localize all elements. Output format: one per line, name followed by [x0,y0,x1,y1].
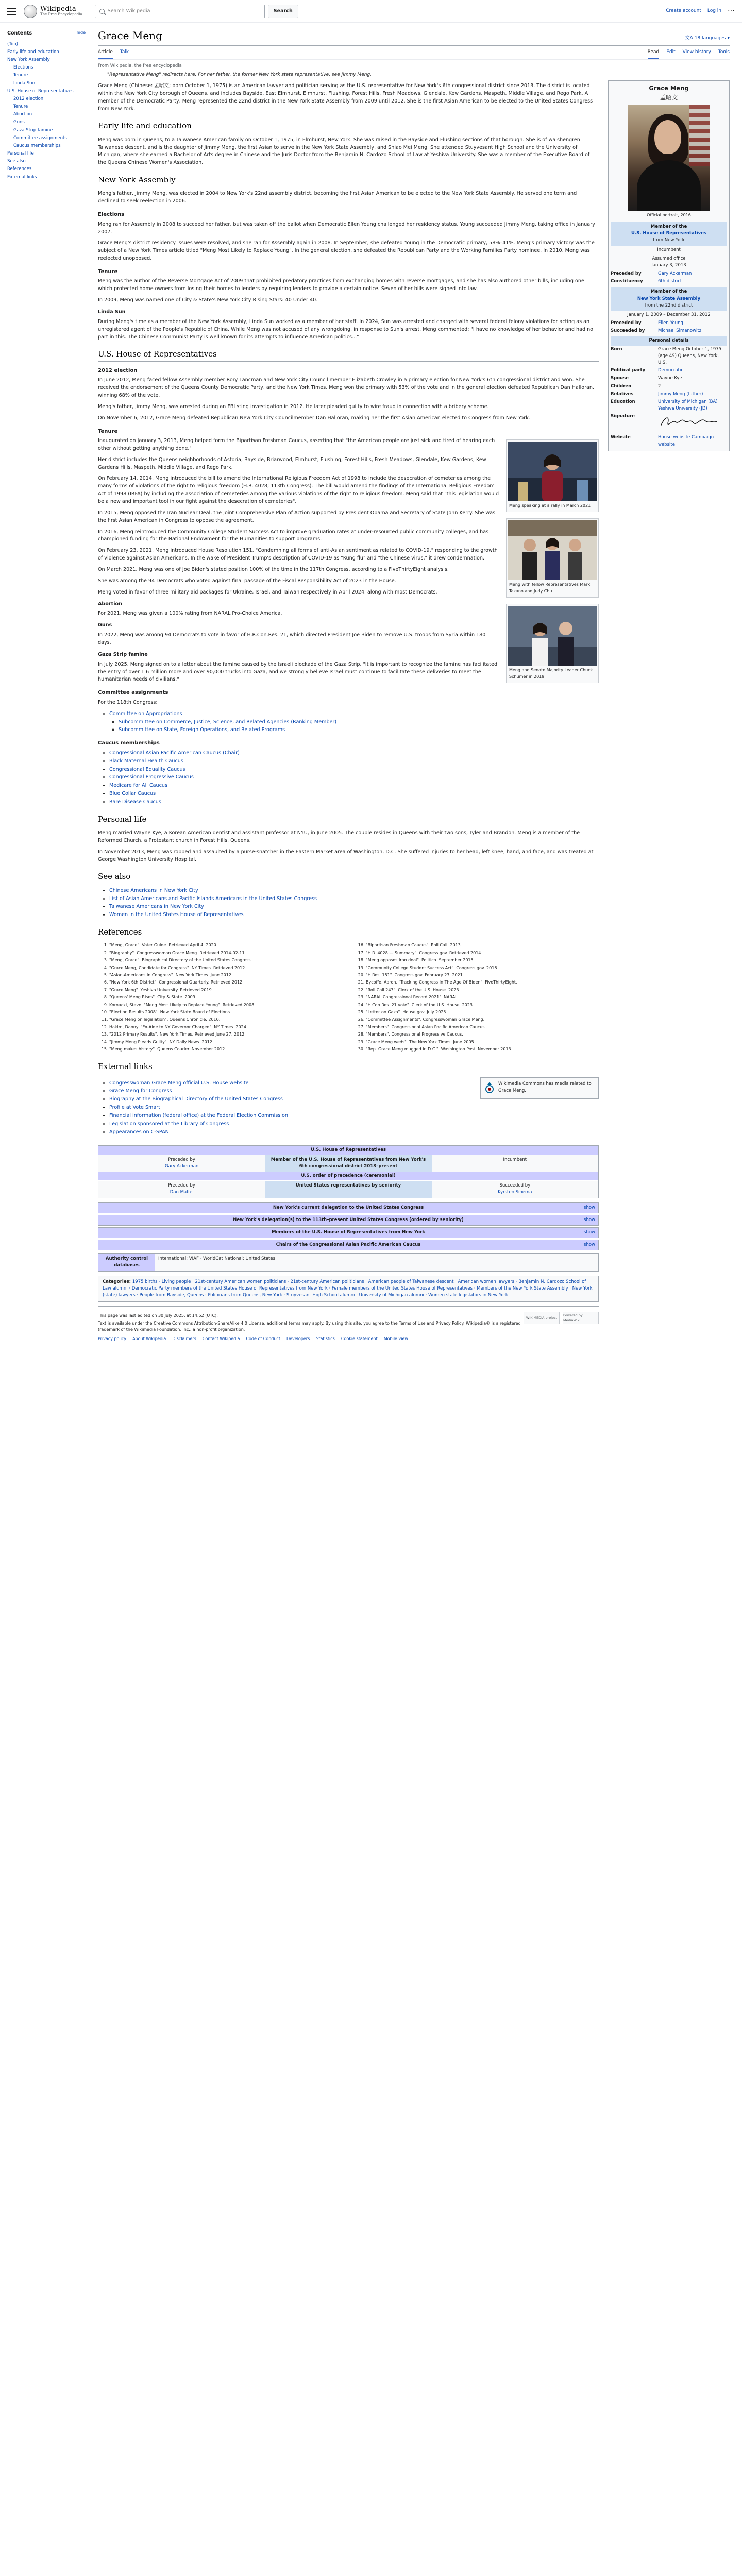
incumbent-label: Incumbent [657,247,681,252]
paragraph: In 2016, Meng reintroduced the Community College Student Success Act to improve graduation rates at under-resourced public community colleges, and has championed funding for the National Endowment for the Humanities to support programs. [98,529,489,543]
paragraph: On February 14, 2014, Meng introduced the bill to amend the International Religious Freedom Act of 1998 to include the desecration of cemeteries among the many forms of violations of the right to religious freedom (H.R. 4028; 113th Congress). The bill would amend the findings of the International Religious Freedom Act of 1998 (IRFA) by including the association of cemeteries among the various violations of the right to religious freedom. Meng said that "this legislation would be a new and important tool in our fight against the desecration of cemeteries". [98,476,499,505]
site-tagline: From Wikipedia, the free encyclopedia [98,63,182,69]
subsection-heading-caucus: Caucus memberships [98,740,160,747]
collapsed-navbox [98,1240,599,1250]
logo-wordmark: Wikipedia [40,5,77,13]
external-link[interactable]: Biography at the Biographical Directory of the United States Congress [109,1096,283,1103]
infobox-title: Grace Meng 孟昭文 [649,84,689,101]
caucus-list [98,750,599,806]
commons-text: Wikimedia Commons has media related to Grace Meng. [498,1081,592,1093]
commons-icon [484,1081,495,1095]
license-text: Text is available under the Creative Commons Attribution-ShareAlike 4.0 License; additional terms may apply. By using this site, you agree to the Terms of Use and Privacy Policy. Wikipedia® is a registered trademark of the Wikimedia Foundation, Inc., a non-profit organization. [98,1320,521,1332]
references-list [98,942,599,1054]
paragraph: Her district includes the Queens neighborhoods of Astoria, Bayside, Briarwood, Elmhurst, Flushing, Forest Hills, Fresh Meadows, Glendale, Kew Gardens, Kew Gardens Hills, Maspeth, Middle Village, and Rego Park. [98,456,486,470]
precedence-preceded: Preceded by Dan Maffei [98,1181,265,1197]
paragraph: Meng's father, Jimmy Meng, was elected in 2004 to New York's 22nd assembly district, becoming the first Asian American to be elected to the New York State Assembly. He served one term and declined to seek reelection in 2006. [98,191,577,205]
committee-link[interactable]: Subcommittee on State, Foreign Operations, and Related Programs [119,727,285,733]
schumer-photo [508,606,597,666]
subsection-heading-elections: Elections [98,212,125,218]
toc-item[interactable] [7,158,86,165]
site-header [0,0,742,23]
reference-item[interactable]: 28. "Members". Congressional Progressive Caucus. [366,1031,599,1038]
authority-label: Authority control databases [98,1254,155,1270]
list-item [109,782,599,790]
infobox-row: Children 2 [611,383,661,389]
navbox-show-button[interactable]: show [584,1229,595,1235]
toc-link[interactable]: Gaza Strip famine [13,127,53,133]
reference-item[interactable]: 8. "Queens' Meng Rises". City & State. 2009. [109,994,342,1001]
succession-next: Incumbent [432,1155,598,1172]
paragraph: On November 6, 2012, Grace Meng defeated Republican New York City Councilmember Dan Halloran, making her the first Asian American elected to Congress from New York. [98,415,530,421]
toc-item[interactable] [7,142,86,150]
infobox-row: Political party Democratic [611,367,727,375]
toc-item[interactable] [7,48,86,56]
last-edited: This page was last edited on 30 July 2025, at 14:52 (UTC). [98,1313,218,1318]
mediawiki-logo[interactable]: Powered by MediaWiki [563,1312,599,1324]
list-item [109,911,599,919]
list-item [109,1121,288,1128]
infobox-row: Preceded by Gary Ackerman [611,270,727,278]
category-items[interactable]: 1975 births · Living people · 21st-century American women politicians · 21st-century American politicians · American people of Taiwanese descent · American women lawyers · Benjamin N. Cardozo School of Law alumni · Democratic Party members of the United States House of Representatives from New York · Female members of the United States House of Representatives · Members of the New York State Assembly · New York (state) lawyers · People from Bayside, Queens · Politicians from Queens, New York · Stuyvesant High School alumni · University of Michigan alumni · Women state legislators in New York [103,1279,593,1298]
wikipedia-logo[interactable] [24,5,82,18]
paragraph: For the 118th Congress: [98,699,158,705]
caucus-link[interactable]: Congressional Asian Pacific American Caucus (Chair) [109,750,240,756]
reference-item[interactable]: 11. "Grace Meng on legislation". Queens Chronicle. 2010. [109,1016,342,1023]
authority-values: International: VIAF · WorldCat National: United States [155,1254,598,1270]
rally-photo [508,442,597,501]
reference-item[interactable]: 21. Bycoffe, Aaron. "Tracking Congress In The Age Of Biden". FiveThirtyEight. [366,979,599,986]
toc-item[interactable] [7,111,86,118]
footer-links [98,1336,599,1342]
reference-item[interactable]: 9. Kornacki, Steve. "Meng Most Likely to Replace Young". Retrieved 2008. [109,1002,342,1008]
tab-talk[interactable]: Talk [120,49,129,55]
paragraph: In November 2013, Meng was robbed and assaulted by a purse-snatcher in the Eastern Market area of Washington, D.C. She suffered injuries to her head, left knee, hand, and face, and was treated at George Washington University Hospital. [98,849,594,862]
paragraph: Meng married Wayne Kye, a Korean American dentist and assistant professor at NYU, in June 2005. The couple resides in Queens with their two sons, Tyler and Brandon. Meng is a member of the Reformed Church, a Protestant church in Forest Hills, Queens. [98,830,580,843]
reference-item[interactable]: 5. "Asian-Americans in Congress". New York Times. June 2012. [109,972,342,978]
globe-icon [24,5,37,18]
toc-list [7,41,86,181]
colleagues-photo [508,520,597,580]
reference-item[interactable]: 3. "Meng, Grace". Biographical Directory of the United States Congress. [109,957,342,963]
infobox-row: Spouse Wayne Kye [611,376,682,381]
collapsed-navbox [98,1227,599,1238]
list-item [109,790,599,798]
toc-item[interactable] [7,134,86,142]
more-options-icon[interactable]: ⋯ [728,6,735,15]
reference-item[interactable]: 14. "Jimmy Meng Pleads Guilty". NY Daily News. 2012. [109,1039,342,1045]
party-link[interactable]: Democratic [658,368,683,374]
search-button[interactable]: Search [268,5,298,18]
figure-rally[interactable] [506,439,599,512]
tab-read[interactable]: Read [648,47,660,59]
toc-hide-button[interactable]: hide [76,30,86,35]
caucus-link[interactable]: Congressional Progressive Caucus [109,774,194,781]
office-header-assembly: Member of the New York State Assembly from the 22nd district [611,287,727,311]
toc-item[interactable] [7,150,86,158]
toc-item[interactable] [7,88,86,95]
list-item [109,1096,288,1104]
personal-details-header: Personal details [611,336,727,345]
list-item [109,1088,288,1095]
toc-item[interactable] [7,64,86,72]
preceded-by-link[interactable]: Dan Maffei [170,1190,194,1195]
reference-item[interactable]: 7. "Grace Meng". Yeshiva University. Retrieved 2019. [109,987,342,993]
subsection-heading-guns: Guns [98,622,112,629]
reference-item[interactable]: 19. "Community College Student Success Act". Congress.gov. 2016. [366,965,599,971]
reference-item[interactable]: 13. "2012 Primary Results". New York Times. Retrieved June 27, 2012. [109,1031,342,1038]
list-item [109,758,599,766]
languages-button[interactable]: 文A 18 languages ▾ [685,36,730,41]
toc-link[interactable]: Caucus memberships [13,143,61,148]
tab-article[interactable]: Article [98,47,113,59]
toc-link[interactable]: Personal life [7,151,34,157]
search-icon [99,9,105,14]
toc-item[interactable] [7,41,86,48]
reference-item[interactable]: 17. "H.R. 4028 — Summary". Congress.gov. Retrieved 2014. [366,950,599,956]
succession-title: U.S. House of Representatives [98,1146,598,1155]
toc-link[interactable]: Early life and education [7,49,59,55]
office-dates: January 1, 2009 – December 31, 2012 [627,312,711,317]
footer-link[interactable]: Contact Wikipedia [202,1336,240,1342]
paragraph: Meng ran for Assembly in 2008 to succeed her father, but was taken off the ballot when Democratic Ellen Young challenged her residency status. Young succeeded Jimmy Meng, taking office in January 2007. [98,221,595,235]
toc-link[interactable]: Tenure [13,73,28,78]
reference-item[interactable]: 4. "Grace Meng, Candidate for Congress". NY Times. Retrieved 2012. [109,965,342,971]
constituency-link[interactable]: 6th district [658,279,682,284]
subsection-heading-tenure: Tenure [98,268,118,275]
footer-link[interactable]: About Wikipedia [132,1336,166,1342]
subsection-heading-abortion: Abortion [98,601,122,607]
footer-link[interactable]: Developers [286,1336,310,1342]
infobox-row: Succeeded by Michael Simanowitz [611,327,727,335]
section-heading-external-links: External links [98,1061,599,1074]
preceded-by-link[interactable]: Ellen Young [658,320,683,326]
list-item [109,750,599,757]
lead-paragraph: Grace Meng (Chinese: 孟昭文; born October 1, 1975) is an American lawyer and politician serving as the U.S. representative for New York's 6th congressional district since 2013. The district is located within the New York City borough of Queens, and includes Bayside, East Elmhurst, Elmhurst, Flushing, Forest Hills, Fresh Meadows, Glendale, Kew Gardens, Maspeth, Middle Village, and Rego Park. A member of the Democratic Party, Meng represented the 22nd district in the New York State Assembly from 2009 until 2012. She is the first Asian American to be elected to the United States Congress from New York. [98,83,593,112]
toc-link[interactable]: 2012 election [13,96,44,101]
log-in-link[interactable]: Log in [707,8,721,13]
section-heading-see-also: See also [98,871,599,884]
external-link[interactable]: Congresswoman Grace Meng official U.S. House website [109,1080,249,1086]
toc-item[interactable] [7,127,86,134]
toc-link[interactable]: Guns [13,120,25,125]
paragraph: During Meng's time as a member of the New York Assembly, Linda Sun worked as a member of her staff. In 2024, Sun was arrested and charged with several federal felony violations for acting as an unregistered agent of the People's Republic of China. While Meng was not accused of any wrongdoing, in response to Sun's arrest, Meng commented: "I have no knowledge of her behavior and had no part in this. The Chinese Communist Party is well known for its attempts to influence American politics..." [98,318,594,340]
navbox-show-button[interactable]: show [584,1205,595,1210]
table-of-contents [0,23,91,1353]
external-link[interactable]: Financial information (federal office) at the Federal Election Commission [109,1112,288,1118]
official-portrait[interactable] [628,105,710,211]
toc-link[interactable]: Elections [13,65,33,71]
reference-item[interactable]: 12. Hakim, Danny. "Ex-Aide to NY Governor Charged". NY Times. 2024. [109,1024,342,1030]
footer-link[interactable]: Privacy policy [98,1336,127,1342]
subsection-heading-linda-sun: Linda Sun [98,309,126,315]
navbox-title: Chairs of the Congressional Asian Pacific American Caucus [276,1242,421,1248]
toc-item[interactable] [7,118,86,126]
caucus-link[interactable]: Congressional Equality Caucus [109,766,185,772]
website-link[interactable]: House website Campaign website [658,435,714,447]
tab-tools[interactable]: Tools [718,49,730,55]
see-also-list [98,887,599,919]
reference-item[interactable]: 23. "NARAL Congressional Record 2021". NARAL. [366,994,599,1001]
navbox-title: New York's current delegation to the United States Congress [273,1205,424,1210]
toc-item[interactable] [7,174,86,181]
reference-item[interactable]: 1. "Meng, Grace". Voter Guide. Retrieved April 4, 2020. [109,942,342,948]
caucus-link[interactable]: Medicare for All Caucus [109,783,167,789]
external-links-list [98,1079,288,1137]
navbox-title: New York's delegation(s) to the 113th–present United States Congress (ordered by seniority) [233,1217,464,1223]
paragraph: On February 23, 2021, Meng introduced House Resolution 151, "Condemning all forms of anti-Asian sentiment as related to COVID-19," responding to the growth of violence against Asian Americans. In the wake of President Trump's description of COVID-19 as "Kung flu" and "the Chinese virus," it drew condemnation. [98,548,498,562]
infobox-row: Born Grace Meng October 1, 1975 (age 49) Queens, New York, U.S. [611,346,722,365]
subsection-heading-committees: Committee assignments [98,690,168,696]
reference-item[interactable]: 6. "New York 6th District". Congressional Quarterly. Retrieved 2012. [109,979,342,986]
figure-caption: Meng and Senate Majority Leader Chuck Schumer in 2019 [509,668,593,679]
toc-link[interactable]: U.S. House of Representatives [7,88,74,94]
paragraph: In 2009, Meng was named one of City & State's New York City Rising Stars: 40 Under 40. [98,297,318,303]
relatives-link[interactable]: Jimmy Meng (father) [658,391,703,397]
collapsed-navbox [98,1215,599,1226]
paragraph: In 2022, Meng was among 94 Democrats to vote in favor of H.R.Con.Res. 21, which directed President Joe Biden to remove U.S. troops from Syria within 180 days. [98,632,486,646]
reference-item[interactable]: 22. "Roll Call 243". Clerk of the U.S. House. 2023. [366,987,599,993]
succeeded-by-link[interactable]: Michael Simanowitz [658,328,702,334]
commons-box [480,1077,599,1099]
collapsed-navboxes [98,1202,599,1251]
committee-list [98,710,599,735]
education-link[interactable]: University of Michigan (BA) Yeshiva University (JD) [658,399,718,412]
caucus-link[interactable]: Black Maternal Health Caucus [109,758,183,764]
list-item [109,895,599,903]
paragraph: Meng was born in Queens, to a Taiwanese American family on October 1, 1975, in Elmhurst, New York. She was raised in the Bayside and Flushing sections of that borough. She is of waishengren Taiwanese descent, and is the daughter of Jimmy Meng, the first Asian to serve in the New York State Assembly, and Shiao Mei Meng. She attended Stuyvesant High School and the University of Michigan, where she earned a Bachelor of Arts degree in Chinese and the Juris Doctor from the Benjamin N. Cardozo School of Law at Yeshiva University. She was a member of the Executive Board of the Queens Chinese Women's Association. [98,137,590,166]
page-title: Grace Meng [98,29,162,42]
preceded-by-link[interactable]: Gary Ackerman [164,1163,199,1169]
reference-item[interactable]: 10. "Election Results 2008". New York State Board of Elections. [109,1009,342,1015]
reference-item[interactable]: 15. "Meng makes history". Queens Courier. November 2012. [109,1046,342,1053]
office-link[interactable]: New York State Assembly [637,296,701,301]
logo-tagline: The Free Encyclopedia [40,12,82,16]
reference-item[interactable]: 2. "Biography". Congresswoman Grace Meng. Retrieved 2014-02-11. [109,950,342,956]
toc-title: Contents [7,30,32,36]
precedence-office: United States representatives by seniority [265,1181,431,1197]
paragraph: She was among the 94 Democrats who voted against final passage of the Fiscal Responsibility Act of 2023 in the House. [98,578,396,584]
assumed-office: Assumed office January 3, 2013 [651,256,686,268]
list-item [109,1112,288,1120]
paragraph: In July 2025, Meng signed on to a letter about the famine caused by the Israeli blockade of the Gaza Strip. "It is important to recognize the famine has facilitated the entry of over 1.6 million more and over 90,000 trucks into Gaza, and we strongly believe Israel must continue to facilitate these deliveries to meet the humanitarian needs of civilians." [98,661,498,683]
reference-item[interactable]: 29. "Grace Meng weds". The New York Times. June 2005. [366,1039,599,1045]
office-link[interactable]: U.S. House of Representatives [631,231,707,236]
paragraph: On March 2021, Meng was one of Joe Biden's stated position 100% of the time in the 117th Congress, according to a FiveThirtyEight analysis. [98,567,449,573]
toc-item[interactable] [7,80,86,88]
list-item [109,1080,288,1088]
toc-item[interactable] [7,103,86,111]
precedence-title: U.S. order of precedence (ceremonial) [98,1172,598,1180]
succession-office: Member of the U.S. House of Representatives from New York's 6th congressional district 2013–present [265,1155,431,1172]
list-item [109,774,599,782]
main-content [91,23,742,1353]
reference-item[interactable]: 20. "H.Res. 151". Congress.gov. February 23, 2021. [366,972,599,978]
toc-link[interactable]: Abortion [13,112,32,117]
preceded-by-link[interactable]: Gary Ackerman [658,271,692,277]
navbox-show-button[interactable]: show [584,1242,595,1248]
signature-image [658,413,720,431]
infobox-row: Signature [611,413,727,434]
toc-item[interactable] [7,56,86,64]
reference-item[interactable]: 25. "Letter on Gaza". House.gov. July 2025. [366,1009,599,1015]
paragraph: Inaugurated on January 3, 2013, Meng helped form the Bipartisan Freshman Caucus, asserting that "the American people are just sick and tired of hearing each other without getting anything done." [98,438,495,451]
list-item [109,766,599,774]
search-input[interactable] [108,8,260,14]
toc-link[interactable]: Tenure [13,104,28,110]
figure-caption: Meng with fellow Representatives Mark Takano and Judy Chu [509,582,591,594]
toc-item[interactable] [7,72,86,79]
reference-item[interactable]: 30. "Rep. Grace Meng mugged in D.C.". Washington Post. November 2013. [366,1046,599,1053]
external-link[interactable]: Grace Meng for Congress [109,1088,172,1094]
paragraph: Grace Meng's district residency issues were resolved, and she ran for Assembly again in 2008. In September, she defeated Young in the Democratic primary, 58%–41%. Meng's primary victory was the subject of a New York Times article titled "Meng Most Likely to Replace Young". In the general election, she defeated the Republican Party and the Working Families Party nominee. In 2010, Meng was reelected unopposed. [98,240,595,262]
caucus-link[interactable]: Blue Collar Caucus [109,791,156,797]
navbox-title: Members of the U.S. House of Representatives from New York [272,1229,425,1235]
subsection-heading-house-tenure: Tenure [98,428,118,434]
precedence-succeeded: Succeeded by Kyrsten Sinema [432,1181,598,1197]
committee-link[interactable]: Subcommittee on Commerce, Justice, Science, and Related Agencies (Ranking Member) [119,719,337,725]
authority-control [98,1253,599,1271]
reference-item[interactable]: 16. "Bipartisan Freshman Caucus". Roll Call. 2013. [366,942,599,948]
infobox-row: Education University of Michigan (BA) Yeshiva University (JD) [611,398,727,413]
external-link[interactable]: Appearances on C-SPAN [109,1129,169,1135]
list-item [109,1129,288,1137]
reference-item[interactable]: 18. "Meng opposes Iran deal". Politico. September 2015. [366,957,599,963]
reference-item[interactable]: 27. "Members". Congressional Asian Pacific American Caucus. [366,1024,599,1030]
toc-item[interactable] [7,95,86,103]
toc-link[interactable]: See also [7,159,26,164]
external-link[interactable]: Legislation sponsored at the Library of Congress [109,1121,229,1127]
footer-link[interactable]: Cookie statement [341,1336,378,1342]
search-box [95,5,265,18]
succession-preceded: Preceded by Gary Ackerman [98,1155,265,1172]
section-heading-assembly: New York Assembly [98,174,599,187]
toc-link[interactable]: New York Assembly [7,57,50,63]
committee-link[interactable]: Committee on Appropriations [109,710,182,717]
section-heading-personal: Personal life [98,814,599,826]
navbox-show-button[interactable]: show [584,1217,595,1223]
reference-item[interactable]: 26. "Committee Assignments". Congresswoman Grace Meng. [366,1016,599,1023]
paragraph: Meng's father, Jimmy Meng, was arrested during an FBI sting investigation in 2012. He later pleaded guilty to wire fraud in connection with a bribery scheme. [98,403,489,410]
footer-link[interactable]: Statistics [316,1336,335,1342]
create-account-link[interactable]: Create account [666,8,701,13]
succession-box [98,1145,599,1198]
succeeded-by-link[interactable]: Kyrsten Sinema [498,1190,532,1195]
footer-link[interactable]: Code of Conduct [246,1336,280,1342]
hatnote: "Representative Meng" redirects here. For her father, the former New York state representative, see Jimmy Meng. [107,72,372,78]
list-item [109,1104,288,1112]
infobox-row: Constituency 6th district [611,278,727,285]
figure-colleagues[interactable] [506,518,599,598]
footer-link[interactable]: Mobile view [383,1336,408,1342]
collapsed-navbox [98,1202,599,1213]
list-item [109,887,599,895]
portrait-caption: Official portrait, 2016 [647,212,691,217]
external-link[interactable]: Profile at Vote Smart [109,1105,160,1111]
article-body [98,80,599,1353]
wikimedia-logo[interactable]: WIKIMEDIA project [524,1312,560,1324]
reference-item[interactable]: 24. "H.Con.Res. 21 vote". Clerk of the U.S. House. 2023. [366,1002,599,1008]
paragraph: For 2021, Meng was given a 100% rating from NARAL Pro-Choice America. [98,611,282,617]
paragraph: Meng was the author of the Reverse Mortgage Act of 2009 that prohibited predatory practices from exchanging homes with reverse mortgages, and she has also authored other bills, including one which protected home owners from losing their homes to lenders by requiring lenders to provide a certain notice. Seven of her bills were signed into law. [98,278,584,292]
see-also-link[interactable]: List of Asian Americans and Pacific Islands Americans in the United States Congress [109,895,317,902]
infobox [608,80,730,451]
toc-link[interactable]: Committee assignments [13,135,67,141]
section-heading-early-life: Early life and education [98,120,599,133]
toc-link[interactable]: External links [7,174,37,180]
figure-caption: Meng speaking at a rally in March 2021 [509,503,591,508]
tab-edit[interactable]: Edit [666,49,676,55]
see-also-link[interactable]: Women in the United States House of Representatives [109,912,244,918]
toc-link[interactable]: References [7,166,32,172]
infobox-row: Preceded by Ellen Young [611,319,727,327]
infobox-row: Relatives Jimmy Meng (father) [611,391,727,398]
caucus-link[interactable]: Rare Disease Caucus [109,799,161,805]
paragraph: In 2015, Meng opposed the Iran Nuclear Deal, the Joint Comprehensive Plan of Action supported by President Obama and Secretary of State John Kerry. She was the first Asian American in Congress to oppose the agreement. [98,510,496,523]
paragraph: Meng voted in favor of three military aid packages for Ukraine, Israel, and Taiwan respectively in April 2024, along with most Democrats. [98,589,437,595]
list-item [109,903,599,911]
footer-link[interactable]: Disclaimers [172,1336,196,1342]
paragraph: In June 2012, Meng faced fellow Assembly member Rory Lancman and New York City Council member Elizabeth Crowley in a primary election for New York's 6th congressional district and won. She received the endorsement of the Queens County Democratic Party, and the New York Times. Meng won the primary with 53% of the vote and in the general election defeated Republican Dan Halloran, winning 68% of the vote. [98,377,595,398]
categories-label: Categories: [103,1279,131,1284]
subsection-heading-gaza: Gaza Strip famine [98,651,148,657]
section-heading-references: References [98,926,599,939]
footer [98,1306,599,1353]
toc-link[interactable]: Linda Sun [13,80,35,86]
category-links [98,1276,599,1302]
section-heading-house: U.S. House of Representatives [98,348,599,361]
toc-item[interactable] [7,165,86,173]
subsection-heading-2012-election: 2012 election [98,367,138,374]
see-also-link[interactable]: Chinese Americans in New York City [109,887,198,893]
infobox-row: Website House website Campaign website [611,434,727,448]
office-header-house: Member of the U.S. House of Representatives from New York [611,222,727,246]
see-also-link[interactable]: Taiwanese Americans in New York City [109,904,204,910]
toc-link[interactable]: (Top) [7,41,18,47]
tab-view-history[interactable]: View history [682,49,711,55]
figure-schumer[interactable] [506,604,599,683]
main-menu-icon[interactable] [7,8,16,15]
list-item [109,799,599,806]
